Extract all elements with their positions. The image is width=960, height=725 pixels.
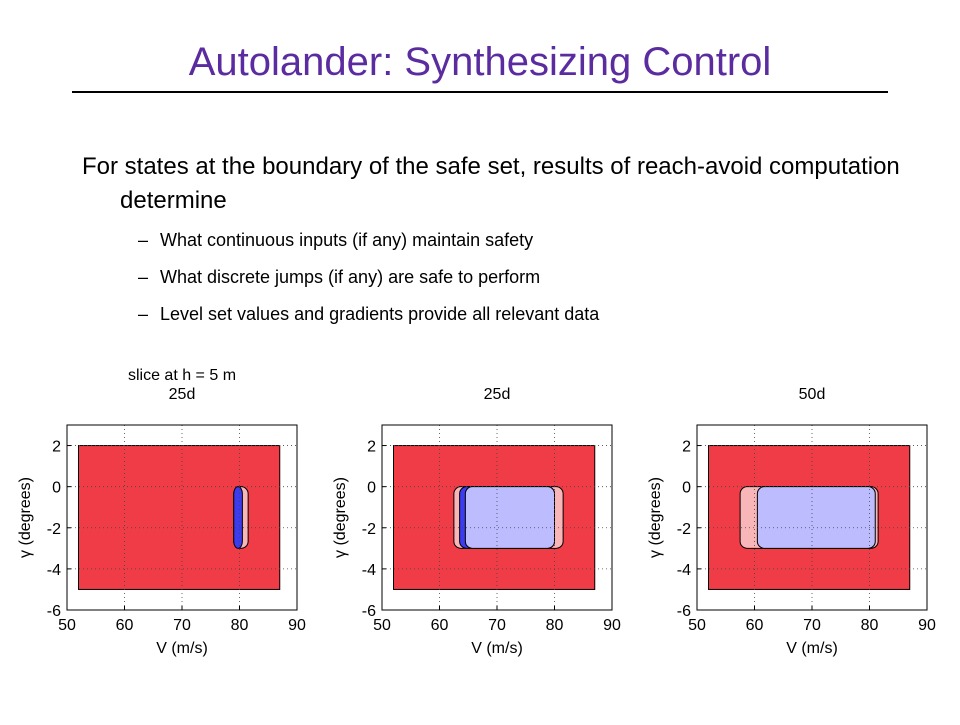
- y-tick-label: 2: [367, 438, 376, 456]
- sub-bullet: [82, 230, 902, 250]
- x-tick-label: 50: [373, 617, 391, 634]
- plot-area: [0, 360, 960, 720]
- x-tick-label: 80: [545, 617, 564, 634]
- sub-bullet: [82, 304, 902, 324]
- sub-bullet-list: [82, 230, 902, 324]
- sub-bullet-text: What discrete jumps (if any) are safe to perform: [160, 267, 541, 287]
- y-tick-label: -2: [676, 520, 691, 538]
- slide-title: Autolander: Synthesizing Control: [188, 40, 772, 84]
- dash-marker: –: [138, 267, 149, 287]
- region-red: [79, 446, 280, 590]
- y-axis-label: γ (degrees): [647, 477, 664, 558]
- y-tick-label: -4: [361, 561, 376, 579]
- bullet-list: [82, 150, 902, 341]
- level-set-plots: [0, 360, 960, 720]
- y-tick-label: -4: [676, 561, 691, 579]
- region-lavender: [465, 487, 554, 549]
- y-tick-label: 0: [682, 479, 691, 497]
- dash-marker: –: [138, 230, 149, 250]
- x-tick-label: 70: [173, 617, 191, 634]
- x-tick-label: 80: [230, 617, 249, 634]
- title-divider: [72, 91, 888, 93]
- dash-marker: –: [138, 304, 149, 324]
- y-tick-label: -6: [676, 603, 691, 620]
- plot-title: 50d: [798, 386, 826, 403]
- region-blue: [234, 487, 243, 549]
- x-tick-label: 60: [430, 617, 449, 634]
- sub-bullet: [82, 267, 902, 287]
- y-tick-label: -6: [361, 603, 376, 620]
- x-tick-label: 80: [860, 617, 879, 634]
- x-tick-label: 50: [58, 617, 76, 634]
- y-tick-label: -2: [361, 520, 376, 538]
- region-lavender: [757, 487, 875, 549]
- y-tick-label: 2: [52, 438, 61, 456]
- x-tick-label: 60: [745, 617, 764, 634]
- x-axis-label: V (m/s): [786, 640, 838, 657]
- x-tick-label: 60: [115, 617, 134, 634]
- y-tick-label: -2: [46, 520, 61, 538]
- x-axis-label: V (m/s): [471, 640, 523, 657]
- y-tick-label: 0: [52, 479, 61, 497]
- main-bullet: For states at the boundary of the safe set, results of reach-avoid computation determine: [82, 153, 900, 214]
- sub-bullet-text: What continuous inputs (if any) maintain safety: [160, 230, 534, 250]
- x-axis-label: V (m/s): [156, 640, 208, 657]
- x-tick-label: 90: [918, 617, 936, 634]
- plot-title: 25d: [168, 386, 196, 403]
- y-axis-label: γ (degrees): [17, 477, 34, 558]
- x-tick-label: 70: [803, 617, 821, 634]
- x-tick-label: 50: [688, 617, 706, 634]
- plot-title: 25d: [483, 386, 511, 403]
- y-tick-label: 2: [682, 438, 691, 456]
- suptitle: slice at h = 5 m: [127, 367, 237, 384]
- x-tick-label: 70: [488, 617, 506, 634]
- x-tick-label: 90: [603, 617, 621, 634]
- sub-bullet-text: Level set values and gradients provide all relevant data: [160, 304, 600, 324]
- x-tick-label: 90: [288, 617, 306, 634]
- y-tick-label: 0: [367, 479, 376, 497]
- y-tick-label: -6: [46, 603, 61, 620]
- y-tick-label: -4: [46, 561, 61, 579]
- y-axis-label: γ (degrees): [332, 477, 349, 558]
